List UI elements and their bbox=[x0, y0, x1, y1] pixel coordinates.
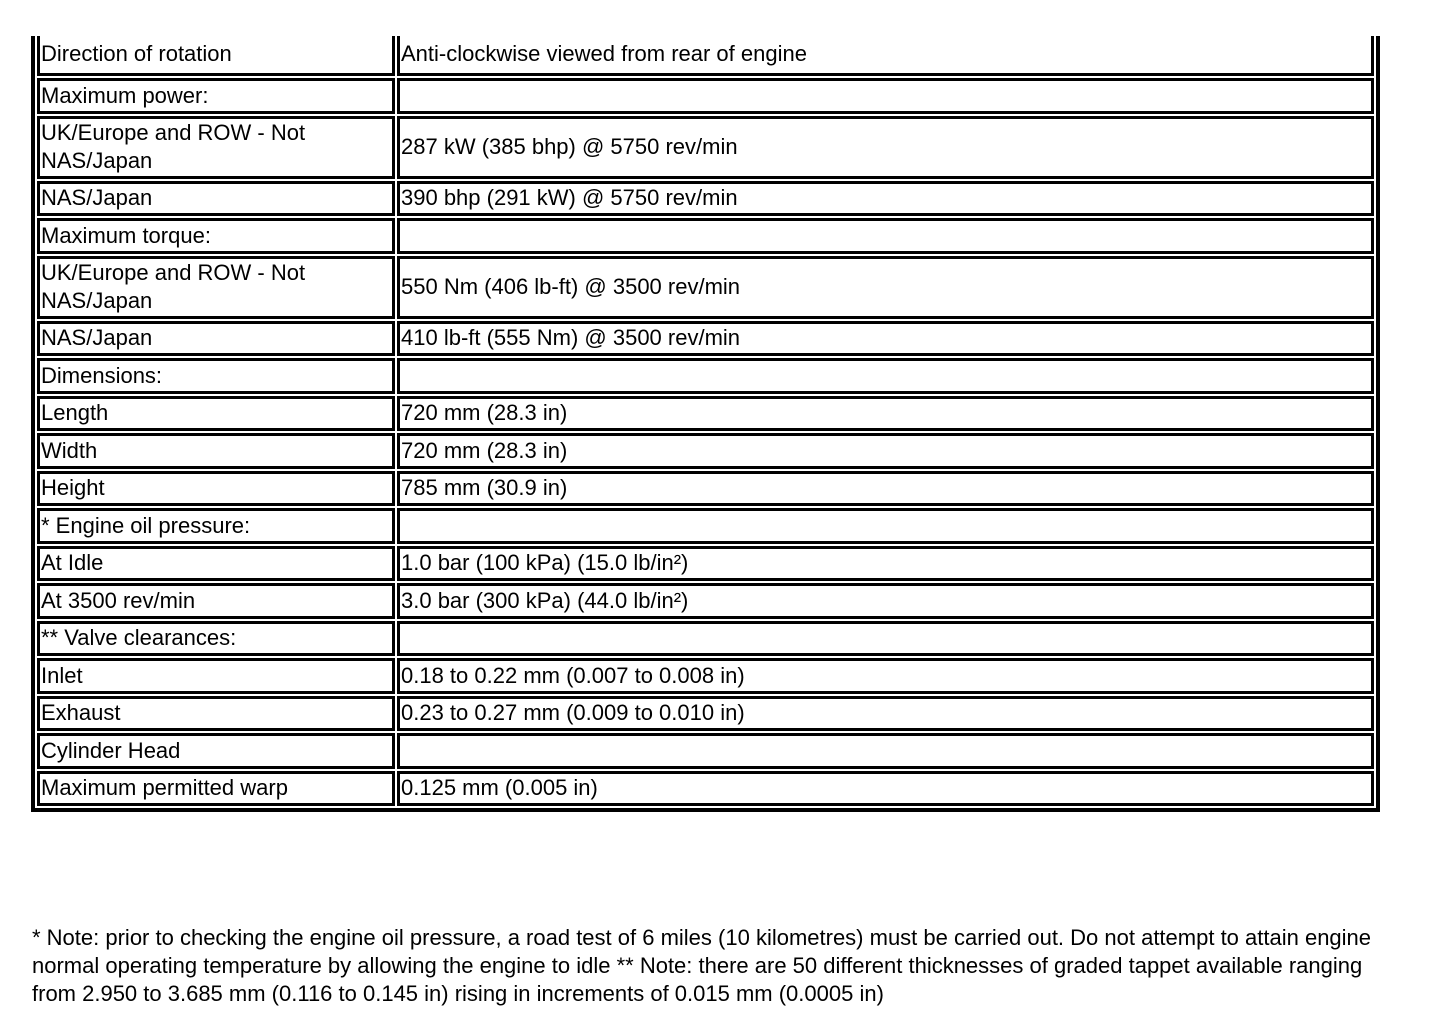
spec-label: UK/Europe and ROW - Not NAS/Japan bbox=[37, 116, 395, 179]
spec-value: 390 bhp (291 kW) @ 5750 rev/min bbox=[397, 181, 1374, 217]
spec-value: 785 mm (30.9 in) bbox=[397, 471, 1374, 507]
spec-value: 3.0 bar (300 kPa) (44.0 lb/in²) bbox=[397, 583, 1374, 619]
spec-value: 0.18 to 0.22 mm (0.007 to 0.008 in) bbox=[397, 658, 1374, 694]
table-row bbox=[37, 78, 1374, 114]
table-row bbox=[37, 546, 1374, 582]
table-row bbox=[37, 181, 1374, 217]
table-row bbox=[37, 771, 1374, 807]
table-row bbox=[37, 621, 1374, 657]
spec-value bbox=[397, 508, 1374, 544]
table-row bbox=[37, 583, 1374, 619]
spec-value bbox=[397, 358, 1374, 394]
spec-value bbox=[397, 218, 1374, 254]
spec-label: At 3500 rev/min bbox=[37, 583, 395, 619]
spec-label: Dimensions: bbox=[37, 358, 395, 394]
spec-label: * Engine oil pressure: bbox=[37, 508, 395, 544]
spec-label: Height bbox=[37, 471, 395, 507]
spec-table-container bbox=[31, 36, 1381, 872]
table-row bbox=[37, 433, 1374, 469]
table-row bbox=[37, 396, 1374, 432]
spec-value: 410 lb-ft (555 Nm) @ 3500 rev/min bbox=[397, 321, 1374, 357]
engine-spec-table bbox=[31, 36, 1380, 812]
spec-value: 550 Nm (406 lb-ft) @ 3500 rev/min bbox=[397, 256, 1374, 319]
spec-value bbox=[397, 621, 1374, 657]
footnotes: * Note: prior to checking the engine oil pressure, a road test of 6 miles (10 kilometres) must be carried out. Do not attempt to attain engine normal operating temperature by allowing the engine to idle ** Note: there are 50 different thicknesses of graded tappet available ranging from 2.950 to 3.685 mm (0.116 to 0.145 in) rising in increments of 0.015 mm (0.0005 in) bbox=[32, 925, 1372, 1006]
spec-label: Inlet bbox=[37, 658, 395, 694]
spec-label: Length bbox=[37, 396, 395, 432]
spec-value: 287 kW (385 bhp) @ 5750 rev/min bbox=[397, 116, 1374, 179]
spec-value bbox=[397, 733, 1374, 769]
spec-label: ** Valve clearances: bbox=[37, 621, 395, 657]
spec-label: Width bbox=[37, 433, 395, 469]
spec-label: Exhaust bbox=[37, 696, 395, 732]
table-row bbox=[37, 218, 1374, 254]
table-row bbox=[37, 256, 1374, 319]
spec-label: Maximum power: bbox=[37, 78, 395, 114]
table-row bbox=[37, 471, 1374, 507]
spec-label: NAS/Japan bbox=[37, 181, 395, 217]
spec-label: Maximum torque: bbox=[37, 218, 395, 254]
spec-label: Maximum permitted warp bbox=[37, 771, 395, 807]
spec-label: Direction of rotation bbox=[37, 36, 395, 76]
table-row bbox=[37, 358, 1374, 394]
spec-label: UK/Europe and ROW - Not NAS/Japan bbox=[37, 256, 395, 319]
table-row bbox=[37, 658, 1374, 694]
table-row bbox=[37, 508, 1374, 544]
spec-label: Cylinder Head bbox=[37, 733, 395, 769]
table-row bbox=[37, 116, 1374, 179]
spec-value: 1.0 bar (100 kPa) (15.0 lb/in²) bbox=[397, 546, 1374, 582]
table-row bbox=[37, 696, 1374, 732]
spec-label: NAS/Japan bbox=[37, 321, 395, 357]
spec-value: Anti-clockwise viewed from rear of engine bbox=[397, 36, 1374, 76]
spec-value: 0.125 mm (0.005 in) bbox=[397, 771, 1374, 807]
spec-value bbox=[397, 78, 1374, 114]
spec-value: 0.23 to 0.27 mm (0.009 to 0.010 in) bbox=[397, 696, 1374, 732]
table-row bbox=[37, 321, 1374, 357]
table-row bbox=[37, 733, 1374, 769]
table-row bbox=[37, 36, 1374, 76]
spec-value: 720 mm (28.3 in) bbox=[397, 433, 1374, 469]
spec-label: At Idle bbox=[37, 546, 395, 582]
spec-value: 720 mm (28.3 in) bbox=[397, 396, 1374, 432]
